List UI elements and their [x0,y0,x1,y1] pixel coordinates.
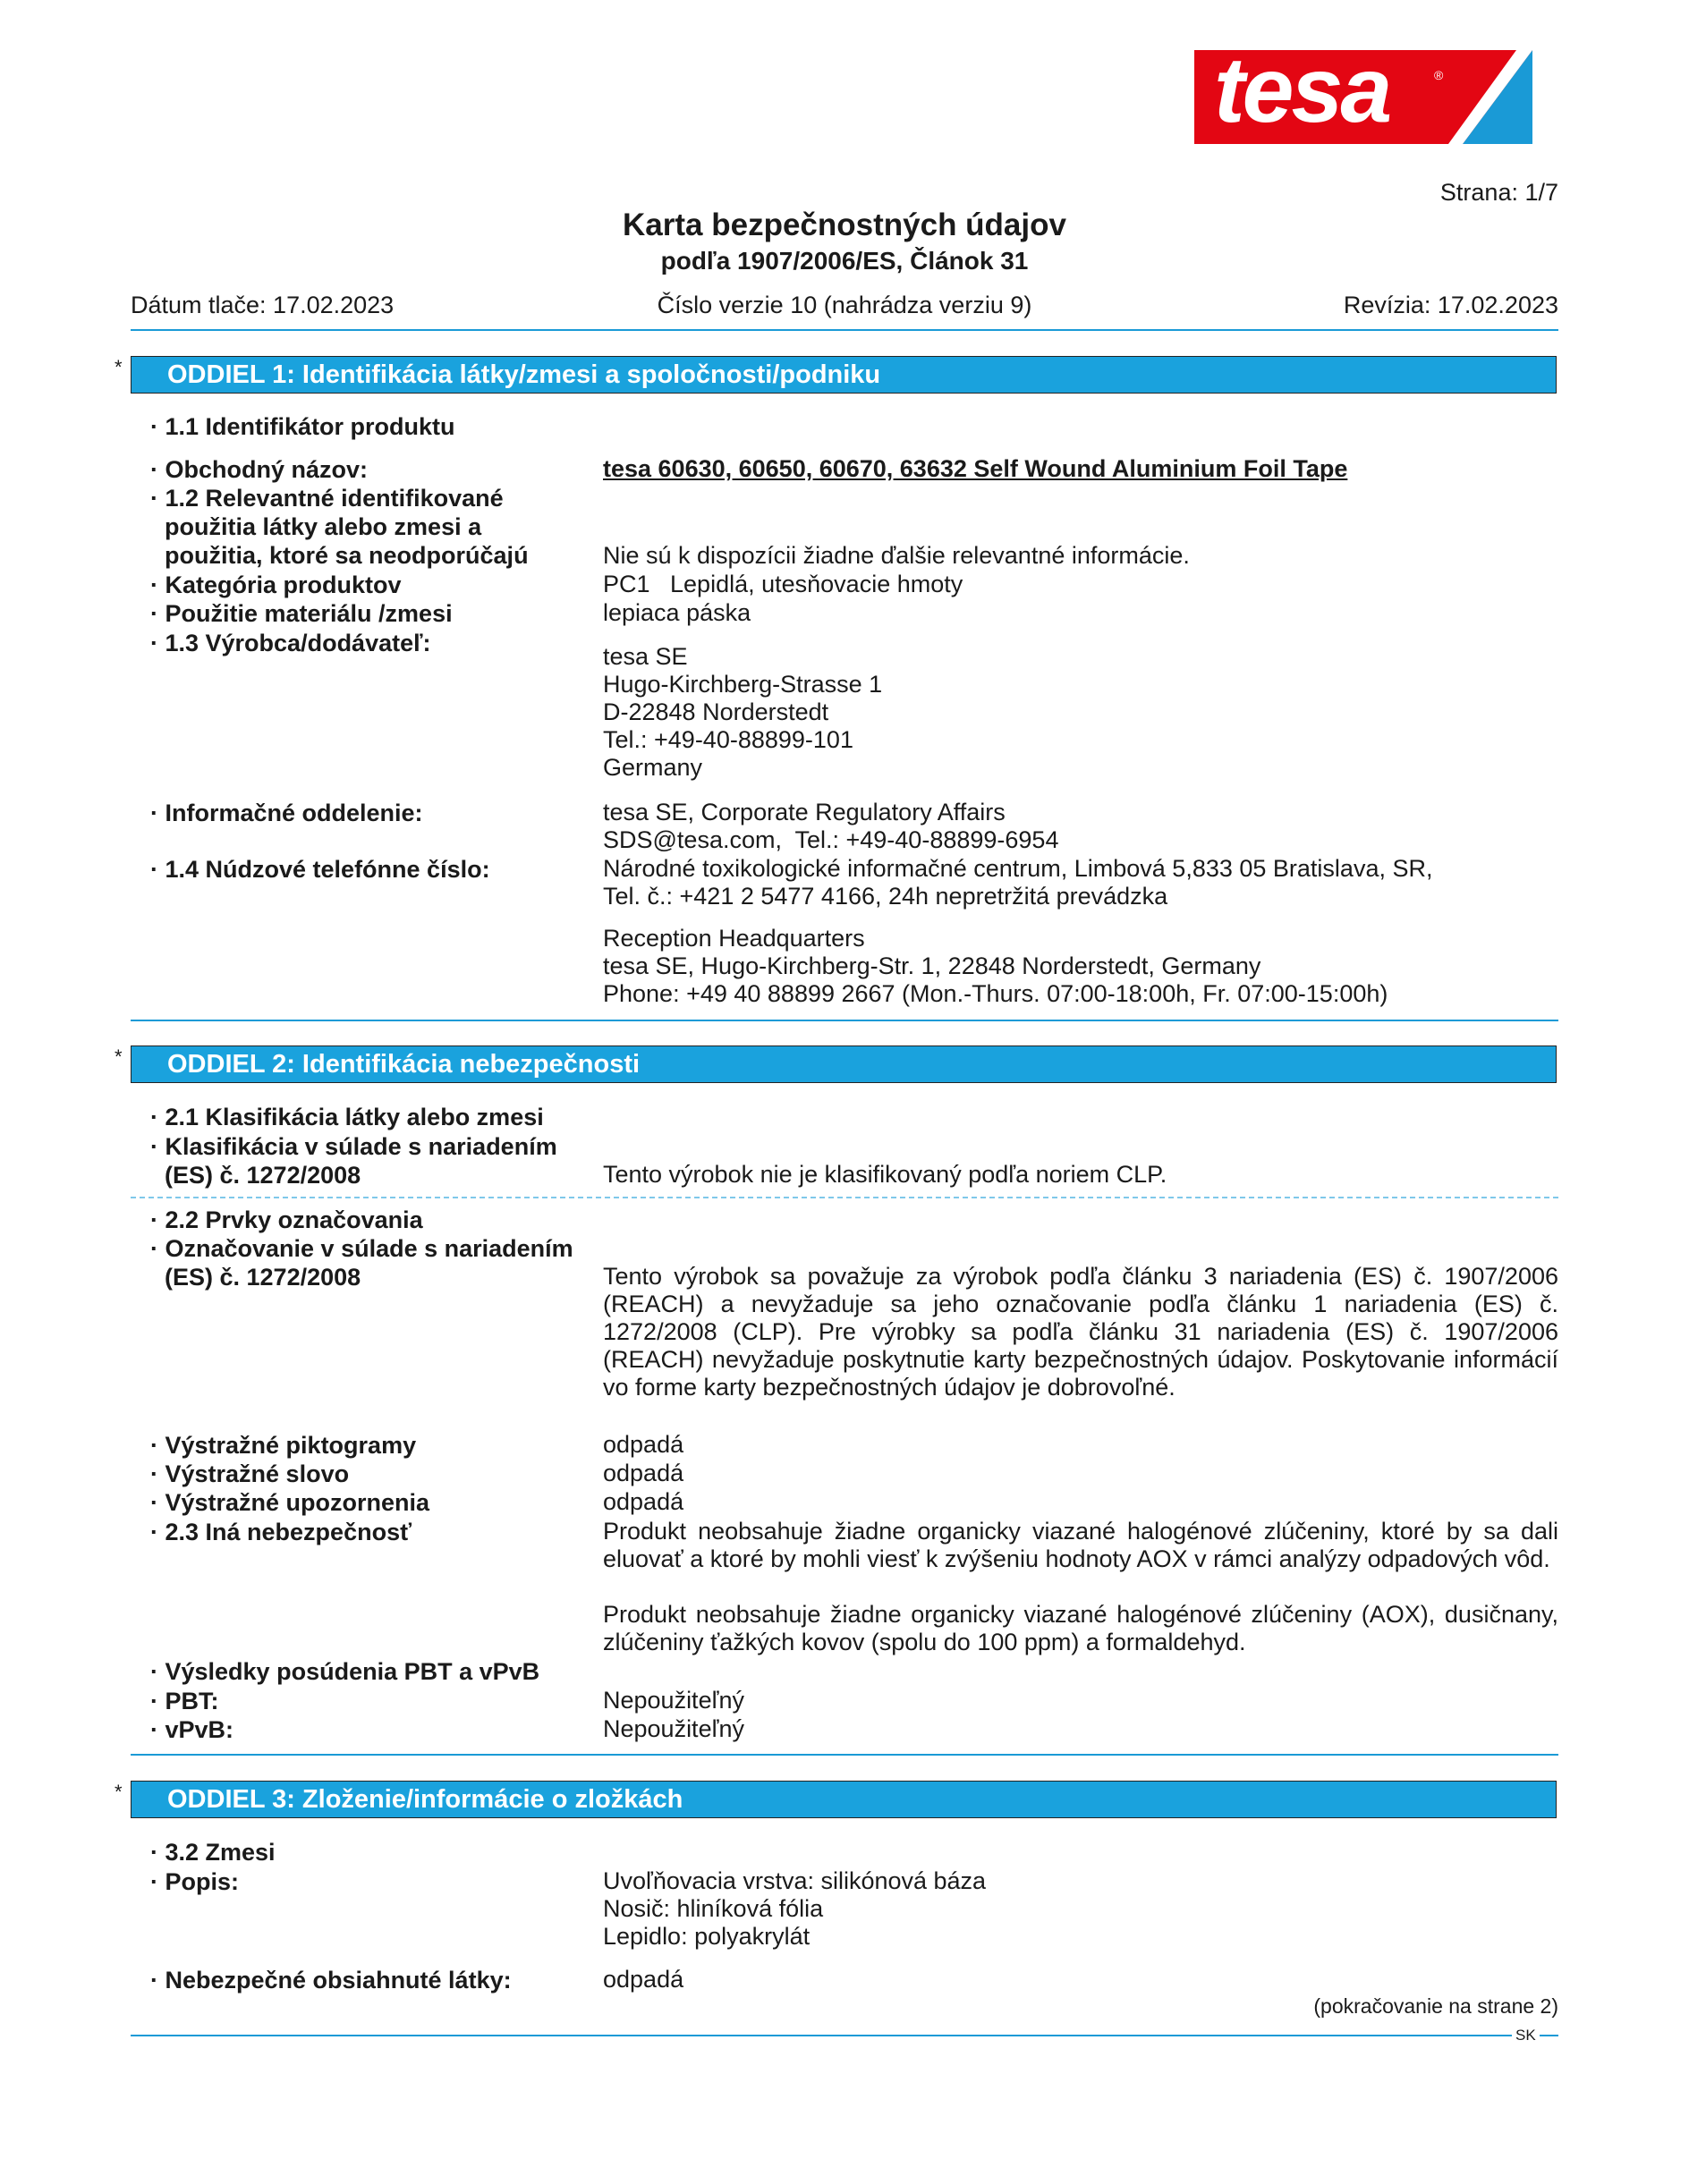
section-1-header [131,356,1557,394]
value-classification-regulation: Tento výrobok nie je klasifikovaný podľa noriem CLP. [603,1161,1167,1188]
label-classification-regulation: · Klasifikácia v súlade s nariadením (ES) č. 1272/2008 [150,1133,557,1189]
label-pictograms: · Výstražné piktogramy [150,1432,417,1459]
value-identified-uses: Nie sú k dispozícii žiadne ďalšie relevantné informácie. [603,542,1190,569]
value-hazardous-components: odpadá [603,1966,684,1993]
section-1-title: ODDIEL 1: Identifikácia látky/zmesi a spoločnosti/podniku [167,360,881,389]
value-hazard-statements: odpadá [603,1488,684,1515]
section-change-marker: * [115,1045,123,1068]
label-product-identifier: · 1.1 Identifikátor produktu [150,413,455,440]
logo-wordmark: tesa [1214,50,1390,142]
label-label-elements: · 2.2 Prvky označovania [150,1206,423,1233]
language-code: SK [1512,2027,1540,2044]
value-description: Uvoľňovacia vrstva: silikónová báza Nosič: hliníková fólia Lepidlo: polyakrylát [603,1867,987,1950]
print-date: Dátum tlače: 17.02.2023 [131,292,395,318]
version-number: Číslo verzie 10 (nahrádza verziu 9) [657,292,1032,318]
label-identified-uses: · 1.2 Relevantné identifikované použitia látky alebo zmesi a použitia, ktoré sa neodporúčajú [150,485,529,569]
revision-date: Revízia: 17.02.2023 [1343,292,1558,318]
section-2-title: ODDIEL 2: Identifikácia nebezpečnosti [167,1050,641,1079]
value-pbt: Nepoužiteľný [603,1687,744,1714]
value-trade-name: tesa 60630, 60650, 60670, 63632 Self Wound Aluminium Foil Tape [603,455,1348,482]
dashed-divider [131,1197,1558,1198]
label-material-use: · Použitie materiálu /zmesi [150,600,453,627]
value-pictograms: odpadá [603,1431,684,1458]
section-2-header [131,1045,1557,1083]
label-mixtures: · 3.2 Zmesi [150,1839,276,1866]
section-3-title: ODDIEL 3: Zloženie/informácie o zložkách [167,1785,683,1814]
value-material-use: lepiaca páska [603,599,751,626]
label-signal-word: · Výstražné slovo [150,1460,350,1487]
registered-mark: ® [1434,68,1444,82]
tesa-logo [1194,50,1532,144]
value-other-hazards-1: Produkt neobsahuje žiadne organicky viazané halogénové zlúčeniny, ktoré by sa dali eluovať a ktoré by mohli viesť k zvýšeniu hodnoty AOX v rámci analýzy odpadových vôd. [603,1518,1558,1572]
section-change-marker: * [115,356,123,378]
label-labelling-regulation: · Označovanie v súlade s nariadením (ES) č. 1272/2008 [150,1235,573,1291]
document-title: Karta bezpečnostných údajov [623,207,1066,242]
value-signal-word: odpadá [603,1460,684,1486]
label-hazard-statements: · Výstražné upozornenia [150,1489,430,1516]
header-divider [131,329,1558,331]
label-supplier: · 1.3 Výrobca/dodávateľ: [150,630,431,656]
value-product-category: PC1 Lepidlá, utesňovacie hmoty [603,571,963,597]
page-number: Strana: 1/7 [1439,179,1558,206]
label-product-category: · Kategória produktov [150,571,402,598]
value-vpvb: Nepoužiteľný [603,1715,744,1742]
label-emergency-phone: · 1.4 Núdzové telefónne číslo: [150,856,490,883]
label-pbt: · PBT: [150,1688,219,1714]
section-change-marker: * [115,1781,123,1803]
value-other-hazards-2: Produkt neobsahuje žiadne organicky viazané halogénové zlúčeniny (AOX), dusičnany, zlúčeniny ťažkých kovov (spolu do 100 ppm) a formaldehyd. [603,1601,1558,1655]
label-trade-name: · Obchodný názov: [150,456,368,483]
value-labelling-regulation: Tento výrobok sa považuje za výrobok podľa článku 3 nariadenia (ES) č. 1907/2006 (REACH) a nevyžaduje sa jeho označovanie podľa článku 1 nariadenia (ES) č. 1272/2008 (CLP). Pre výrobky sa podľa článku 31 nariadenia (ES) č. 1907/2006 (REACH) nevyžaduje poskytnutie karty bezpečnostných údajov. Poskytovanie informácií vo forme karty bezpečnostných údajov je dobrovoľné. [603,1263,1558,1401]
value-emergency-phone: Národné toxikologické informačné centrum, Limbová 5,833 05 Bratislava, SR, Tel. č.: +421 2 5477 4166, 24h nepretržitá prevádzka [603,855,1433,910]
label-pbt-results: · Výsledky posúdenia PBT a vPvB [150,1658,540,1685]
value-supplier: tesa SE Hugo-Kirchberg-Strasse 1 D-22848 Norderstedt Tel.: +49-40-88899-101 Germany [603,643,883,781]
continuation-note: (pokračovanie na strane 2) [1313,1994,1558,2018]
label-information-department: · Informačné oddelenie: [150,800,423,826]
value-reception-headquarters: Reception Headquarters tesa SE, Hugo-Kirchberg-Str. 1, 22848 Norderstedt, Germany Phone: +49 40 88899 2667 (Mon.-Thurs. 07:00-18:00h, Fr. 07:00-15:00h) [603,925,1388,1007]
label-other-hazards: · 2.3 Iná nebezpečnosť [150,1519,412,1545]
document-subtitle: podľa 1907/2006/ES, Článok 31 [660,247,1029,275]
section-3-header [131,1781,1557,1818]
label-classification: · 2.1 Klasifikácia látky alebo zmesi [150,1104,544,1130]
section-2-divider [131,1754,1558,1756]
label-vpvb: · vPvB: [150,1716,234,1743]
footer-divider [131,2035,1558,2036]
label-hazardous-components: · Nebezpečné obsiahnuté látky: [150,1967,512,1994]
value-information-department: tesa SE, Corporate Regulatory Affairs SDS@tesa.com, Tel.: +49-40-88899-6954 [603,799,1059,853]
label-description: · Popis: [150,1868,239,1895]
section-1-divider [131,1020,1558,1021]
